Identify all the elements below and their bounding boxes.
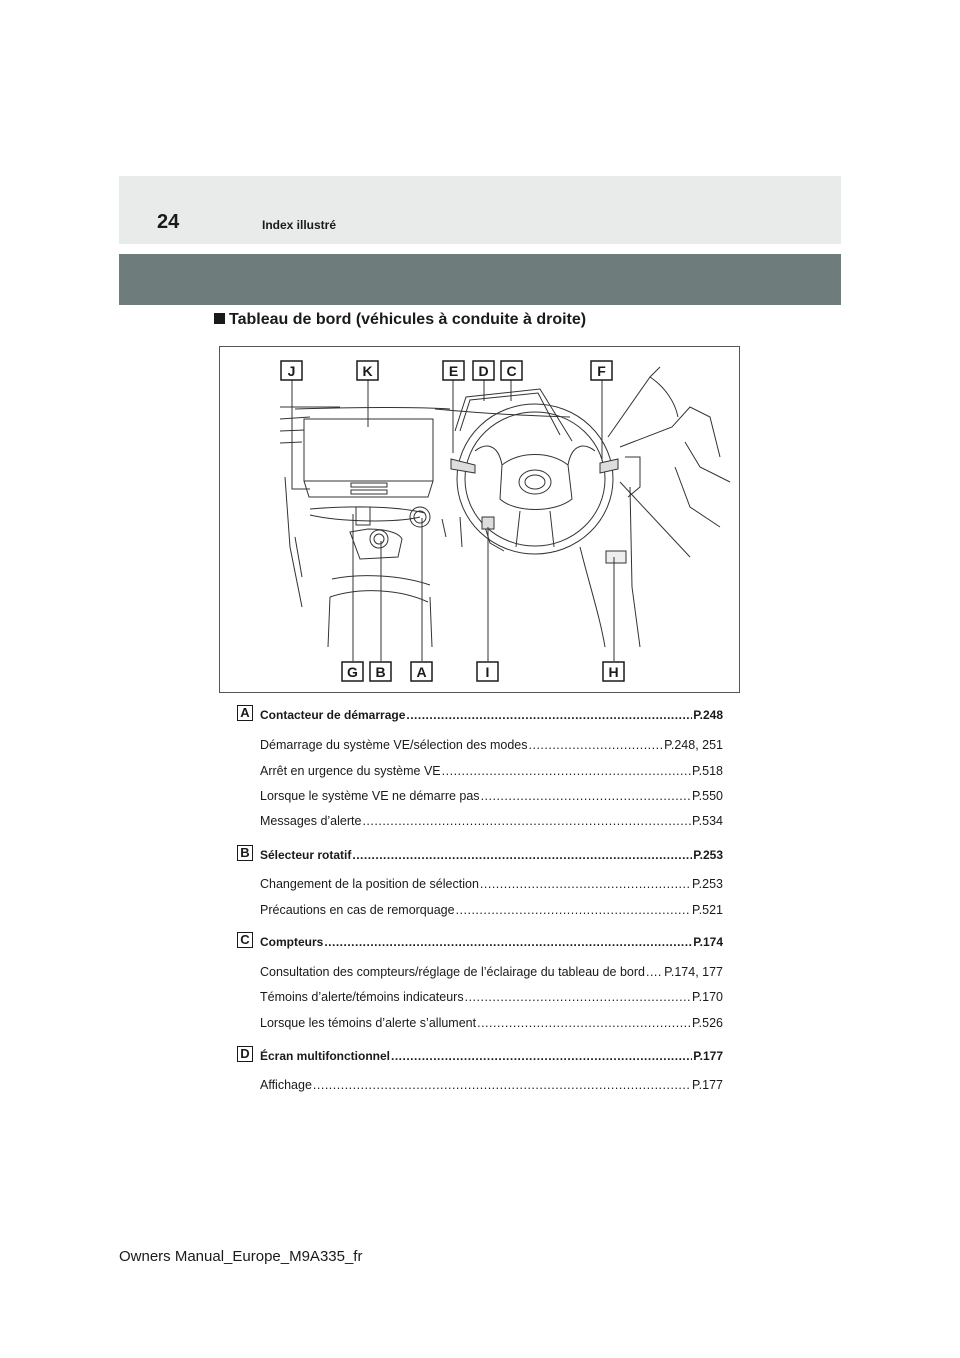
index-entry-a[interactable] xyxy=(260,708,723,722)
dot-leader xyxy=(456,903,691,917)
callout-label-c: C xyxy=(506,363,517,379)
entry-page: P.248 xyxy=(693,708,723,722)
subentry-page: P.248, 251 xyxy=(664,738,723,752)
document-footer: Owners Manual_Europe_M9A335_fr xyxy=(119,1248,363,1265)
entry-title: Compteurs xyxy=(260,935,324,949)
dashboard-illustration xyxy=(219,346,740,693)
subentry-page: P.534 xyxy=(691,814,723,828)
subentry-page: P.170 xyxy=(691,990,723,1004)
index-subentry[interactable] xyxy=(260,877,723,891)
dot-leader xyxy=(481,789,691,803)
callout-label-i: I xyxy=(485,664,490,680)
index-subentry[interactable] xyxy=(260,965,723,979)
subentry-page: P.174, 177 xyxy=(664,965,723,979)
index-subentry[interactable] xyxy=(260,789,723,803)
callout-label-j: J xyxy=(287,363,296,379)
entry-title: Sélecteur rotatif xyxy=(260,848,352,862)
index-entry-d[interactable] xyxy=(260,1049,723,1063)
index-subentry[interactable] xyxy=(260,738,723,752)
subentry-text: Précautions en cas de remorquage xyxy=(260,903,455,917)
callout-label-h: H xyxy=(608,664,619,680)
entry-page: P.177 xyxy=(693,1049,723,1063)
index-badge-b: B xyxy=(237,845,253,861)
index-subentry[interactable] xyxy=(260,903,723,917)
index-subentry[interactable] xyxy=(260,1078,723,1092)
square-bullet-icon xyxy=(214,313,225,324)
dot-leader xyxy=(480,877,691,891)
dot-leader xyxy=(313,1078,691,1092)
callout-label-e: E xyxy=(448,363,459,379)
subentry-text: Messages d’alerte xyxy=(260,814,362,828)
dot-leader xyxy=(646,965,663,979)
callout-label-d: D xyxy=(478,363,489,379)
dot-leader xyxy=(465,990,691,1004)
subentry-text: Lorsque le système VE ne démarre pas xyxy=(260,789,480,803)
index-badge-c: C xyxy=(237,932,253,948)
index-badge-a: A xyxy=(237,705,253,721)
section-title: Index illustré xyxy=(262,218,337,232)
index-entry-c[interactable] xyxy=(260,935,723,949)
callout-label-b: B xyxy=(375,664,386,680)
dot-leader xyxy=(442,764,691,778)
index-subentry[interactable] xyxy=(260,990,723,1004)
callout-label-a: A xyxy=(416,664,427,680)
subentry-text: Démarrage du système VE/sélection des modes xyxy=(260,738,528,752)
index-subentry[interactable] xyxy=(260,1016,723,1030)
header-band xyxy=(119,176,841,244)
subentry-text: Changement de la position de sélection xyxy=(260,877,479,891)
section-heading xyxy=(214,311,586,329)
entry-title: Écran multifonctionnel xyxy=(260,1049,391,1063)
subentry-text: Lorsque les témoins d’alerte s’allument xyxy=(260,1016,477,1030)
dot-leader xyxy=(391,1049,692,1063)
index-subentry[interactable] xyxy=(260,764,723,778)
entry-title: Contacteur de démarrage xyxy=(260,708,406,722)
subentry-text: Affichage xyxy=(260,1078,312,1092)
dot-leader xyxy=(362,814,690,828)
section-heading-text: Tableau de bord (véhicules à conduite à droite) xyxy=(229,311,587,328)
dot-leader xyxy=(529,738,664,752)
subentry-text: Témoins d’alerte/témoins indicateurs xyxy=(260,990,464,1004)
dot-leader xyxy=(477,1016,691,1030)
dot-leader xyxy=(352,848,692,862)
subentry-page: P.518 xyxy=(691,764,723,778)
callout-label-k: K xyxy=(362,363,373,379)
subentry-page: P.177 xyxy=(691,1078,723,1092)
subentry-page: P.526 xyxy=(691,1016,723,1030)
index-subentry[interactable] xyxy=(260,814,723,828)
subentry-text: Arrêt en urgence du système VE xyxy=(260,764,441,778)
entry-page: P.174 xyxy=(693,935,723,949)
callout-label-g: G xyxy=(347,664,358,680)
index-badge-d: D xyxy=(237,1046,253,1062)
index-entry-b[interactable] xyxy=(260,848,723,862)
dot-leader xyxy=(406,708,692,722)
dot-leader xyxy=(324,935,692,949)
subentry-page: P.550 xyxy=(691,789,723,803)
page-number: 24 xyxy=(157,211,180,233)
subentry-text: Consultation des compteurs/réglage de l’éclairage du tableau de bord xyxy=(260,965,645,979)
header-dark-band xyxy=(119,254,841,305)
subentry-page: P.521 xyxy=(691,903,723,917)
entry-page: P.253 xyxy=(693,848,723,862)
subentry-page: P.253 xyxy=(691,877,723,891)
dashboard-drawing xyxy=(220,347,741,694)
callout-label-f: F xyxy=(597,363,606,379)
